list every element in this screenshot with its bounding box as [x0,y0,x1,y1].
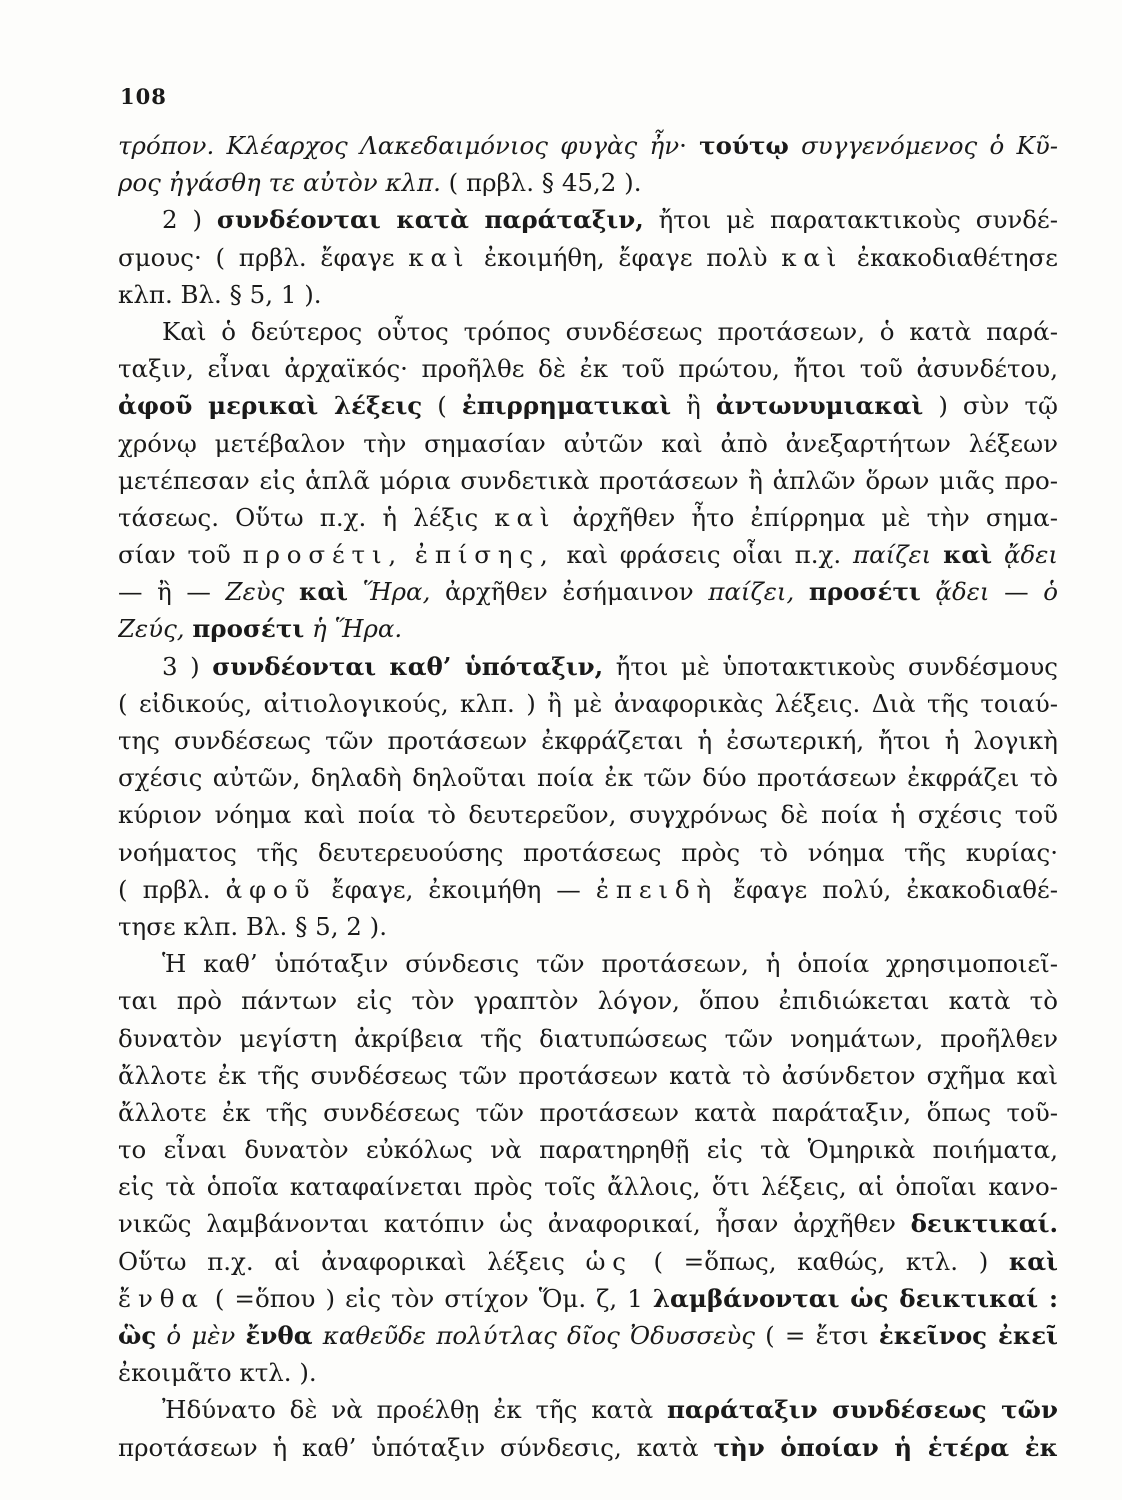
bold-text: ὣς [118,1321,157,1350]
text-run: Καὶ ὁ δεύτερος οὗτος τρόπος συνδέσεως προτάσεων, ὁ κατὰ παρά- [162,316,1058,346]
text-run: ( πρβλ. [118,874,226,904]
text-run: ( = ἔτσι [754,1321,879,1350]
text-line [118,685,1058,722]
text-line [118,239,1058,276]
text-run: σμους· ( πρβλ. ἔφαγε [118,242,409,272]
text-run [403,540,415,569]
text-line [118,1429,1058,1466]
text-run [304,614,312,643]
text-run [992,540,1004,569]
text-line [118,1391,1058,1428]
text-run: ( πρβλ. § 45,2 ). [440,168,642,198]
italic-text: ᾄδει [935,577,990,607]
spaced-text: ἔνθα [118,1283,205,1313]
italic-text: ὁ μὲν [156,1321,246,1350]
spaced-text: προσέτι, [242,540,404,570]
text-line [118,1280,1058,1317]
text-run: Ἡ καθ’ ὑπόταξιν σύνδεσις τῶν προτάσεων, ἡ ὁποία χρησιμοποιεῖ- [162,949,1058,979]
bold-text: προσέτι [808,577,921,607]
text-run: νικῶς λαμβάνονται κατόπιν ὡς ἀναφορικαί, ἦσαν ἀρχῆθεν [118,1209,911,1239]
bold-text: καὶ [298,577,349,607]
text-line [118,1205,1058,1242]
page-number: 108 [120,84,167,109]
text-line [118,350,1058,387]
text-line [118,425,1058,462]
italic-text: τρόπον. Κλέαρχος Λακεδαιμόνιος φυγὰς ἦν [118,131,680,160]
italic-text: ᾄδει [1003,540,1058,570]
text-run: 3 ) [162,651,213,681]
bold-text: ἀντωνυμιακαὶ [715,391,924,421]
text-line [118,536,1058,573]
text-run: ἤτοι μὲ ὑποτακτικοὺς συνδέσμους [603,651,1058,681]
text-run: Ἠδύνατο δὲ νὰ προέλθῃ ἐκ τῆς κατὰ [162,1395,667,1425]
text-line [118,387,1058,424]
text-run: κλπ. Βλ. § 5, 1 ). [118,279,322,309]
text-run: ἀρχῆθεν ἐσήμαινον [430,577,709,607]
spaced-text: ἐπίσης, [414,540,555,570]
text-line [118,648,1058,685]
text-line [118,201,1058,238]
text-line [118,908,1058,945]
text-line [118,499,1058,536]
bold-text: ἐκεῖνος ἐκεῖ [878,1321,1058,1350]
spaced-text: ἐπειδὴ [595,874,718,904]
bold-text: ἀφοῦ μερικαὶ λέξεις [118,391,423,421]
text-run: ἐκοιμήθη, ἔφαγε πολὺ [470,242,782,272]
bold-text: προσέτι [192,614,305,644]
text-run: το εἶναι δυνατὸν εὐκόλως νὰ παρατηρηθῇ εἰς τὰ Ὁμηρικὰ ποιήματα, [118,1135,1058,1165]
text-run: μετέπεσαν εἰς ἁπλᾶ μόρια συνδετικὰ προτάσεων ἢ ἁπλῶν ὅρων μιᾶς προ- [118,465,1058,495]
text-run: — [989,577,1044,607]
text-run: δυνατὸν μεγίστη ἀκρίβεια τῆς διατυπώσεως τῶν νοημάτων, προῆλθεν [118,1023,1058,1053]
text-line [118,1168,1058,1205]
text-run: σχέσις αὐτῶν, δηλαδὴ δηλοῦται ποία ἐκ τῶν δύο προτάσεων ἐκφράζει τὸ [118,763,1058,793]
text-run: — ἢ — [118,577,226,607]
spaced-text: καὶ [408,242,471,272]
italic-text: Ἥρα, [362,577,431,607]
text-run: ἢ [671,391,716,421]
text-run: ( εἰδικούς, αἰτιολογικούς, κλπ. ) ἢ μὲ ἀναφορικὰς λέξεις. Διὰ τῆς τοιαύ- [118,688,1058,718]
text-run: ἀρχῆθεν ἦτο ἐπίρρημα μὲ τὴν σημα- [556,502,1058,532]
text-run [921,577,936,606]
text-line [118,1020,1058,1057]
italic-text: ρος ἠγάσθη τε αὐτὸν κλπ. [118,168,441,198]
bold-text: τούτῳ [699,131,789,160]
text-line [118,834,1058,871]
text-line [118,313,1058,350]
body-text [118,127,1058,1466]
text-run: ἤτοι μὲ παρατακτικοὺς συνδέ- [643,205,1058,235]
bold-text: παράταξιν συνδέσεως τῶν [666,1395,1058,1425]
text-line [118,462,1058,499]
text-line [118,1094,1058,1131]
bold-text: καὶ [943,540,993,570]
text-run: ( [422,391,462,421]
text-line [118,610,1058,647]
text-run [348,577,363,606]
text-run: κύριον νόημα καὶ ποία τὸ δευτερεῦον, συγχρόνως δὲ ποία ἡ σχέσις τοῦ [118,800,1058,830]
text-line [118,573,1058,610]
bold-text: συνδέονται κατὰ παράταξιν, [216,205,644,235]
text-run: ταξιν, εἶναι ἀρχαϊκός· προῆλθε δὲ ἐκ τοῦ πρώτου, ἤτοι τοῦ ἀσυνδέτου, [118,354,1058,384]
text-line [118,722,1058,759]
text-line [118,1243,1058,1280]
bold-text: τὴν ὁποίαν ἡ ἑτέρα ἐκ [713,1432,1058,1462]
text-run: ἔφαγε πολύ, ἐκακοδιαθέ- [717,874,1058,904]
text-run: 2 ) [162,205,217,235]
spaced-text: καὶ [781,242,844,272]
italic-text: συγγενόμενος ὁ Κῦ- [788,131,1058,160]
text-line [118,871,1058,908]
bold-text: συνδέονται καθ’ ὑπόταξιν, [212,651,604,681]
bold-text: δεικτικαί. [910,1209,1058,1239]
text-line [118,1057,1058,1094]
bold-text: ἔνθα [245,1321,313,1350]
text-run: προτάσεων ἡ καθ’ ὑπόταξιν σύνδεσις, κατὰ [118,1432,714,1462]
text-run: ἄλλοτε ἐκ τῆς συνδέσεως τῶν προτάσεων κατὰ τὸ ἀσύνδετον σχῆμα καὶ [118,1060,1058,1090]
text-run: νοήματος τῆς δευτερευούσης προτάσεως πρὸς τὸ νόημα τῆς κυρίας· [118,837,1058,867]
text-line [118,1131,1058,1168]
text-run: εἰς τὰ ὁποῖα καταφαίνεται πρὸς τοῖς ἄλλοις, ὅτι λέξεις, αἱ ὁποῖαι κανο- [118,1172,1058,1202]
italic-text: Ζεύς, [118,614,185,644]
text-run: τάσεως. Οὕτω π.χ. ἡ λέξις [118,502,495,532]
spaced-text: ἀφοῦ [225,874,317,904]
text-run [284,577,299,606]
text-run: ται πρὸ πάντων εἰς τὸν γραπτὸν λόγον, ὅπου ἐπιδιώκεται κατὰ τὸ [118,986,1058,1016]
italic-text: Ζεὺς [225,577,285,607]
text-line [118,1317,1058,1354]
spaced-text: καὶ [494,502,557,532]
text-run [794,577,809,606]
text-run: ) σὺν τῷ [923,391,1058,421]
italic-text: ὁ [1043,577,1058,607]
italic-text: παίζει, [708,577,795,607]
bold-text: λαμβάνονται ὡς δεικτικαί : [652,1283,1058,1313]
text-line [118,276,1058,313]
text-line [118,759,1058,796]
text-run: Οὕτω π.χ. αἱ ἀναφορικαὶ λέξεις [118,1246,586,1276]
text-run: σίαν τοῦ [118,540,243,570]
text-run: ( =ὅπου ) εἰς τὸν στίχον Ὅμ. ζ, 1 [204,1283,653,1313]
italic-text: ἡ Ἥρα. [312,614,403,644]
bold-text: καὶ [1008,1246,1058,1276]
text-run: χρόνῳ μετέβαλον τὴν σημασίαν αὐτῶν καὶ ἀπὸ ἀνεξαρτήτων λέξεων [118,428,1058,458]
spaced-text: ὡς [585,1246,633,1276]
text-line [118,164,1058,201]
text-line [118,982,1058,1019]
italic-text: καθεῦδε πολύτλας δῖος Ὀδυσσεὺς [312,1321,755,1350]
text-run: της συνδέσεως τῶν προτάσεων ἐκφράζεται ἡ ἐσωτερική, ἤτοι ἡ λογικὴ [118,726,1058,755]
italic-text: παίζει [852,540,932,570]
text-run: καὶ φράσεις οἷαι π.χ. [554,540,853,570]
text-run: ( =ὅπως, καθώς, κτλ. ) [632,1246,1009,1276]
text-line [118,945,1058,982]
text-line [118,127,1058,164]
text-run: · [679,131,700,160]
text-run [931,540,943,569]
text-run: ἄλλοτε ἐκ τῆς συνδέσεως τῶν προτάσεων κατὰ παράταξιν, ὅπως τοῦ- [118,1097,1058,1127]
text-line [118,1354,1058,1391]
bold-text: ἐπιρρηματικαὶ [461,391,672,421]
text-line [118,796,1058,833]
text-run: ἐκοιμᾶτο κτλ. ). [118,1358,317,1388]
text-run: ἔφαγε, ἐκοιμήθη — [316,874,596,904]
text-run: τησε κλπ. Βλ. § 5, 2 ). [118,911,387,941]
text-run: ἐκακοδιαθέτησε [843,242,1058,272]
